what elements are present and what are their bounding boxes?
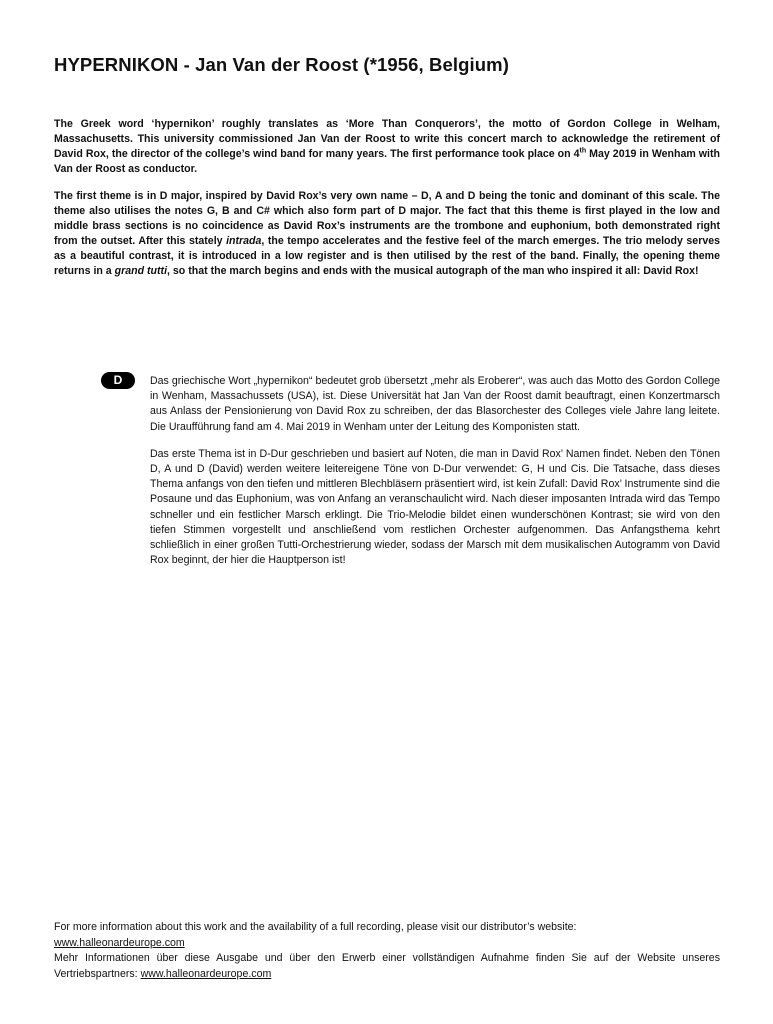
english-paragraph-2 [54,189,720,279]
language-badge-de: D [101,372,135,389]
italic-term-intrada: intrada [226,235,262,247]
page-title: HYPERNIKON - Jan Van der Roost (*1956, Belgium) [54,54,509,75]
german-paragraph-2: Das erste Thema ist in D-Dur geschrieben und basiert auf Noten, die man in David Rox’ Namen findet. Neben den Tönen D, A und D (David) werden weitere leitereigene Töne von D-Dur verwendet: G, H und Cis. Die Tatsache, dass dieses Thema anfangs von den tiefen und mittleren Blechbläsern präsentiert wird, ist kein Zufall: David Rox’ Instrumente sind die Posaune und das Euphonium, was von Anfang an veranschaulicht wird. Nach dieser imposanten Intrada wird das Tempo schneller und ein festlicher Marsch erklingt. Die Trio-Melodie bildet einen wunderschönen Kontrast; sie wird von den tiefen Stimmen vorgestellt und anschließend vom restlichen Orchester aufgenommen. Das Anfangsthema kehrt schließlich in einer großen Tutti-Orchestrierung wieder, sodass der Marsch mit dem musikalischen Autogramm von David Rox beginnt, der hier die Hauptperson ist! [150,447,720,567]
footer [54,920,720,982]
english-section [54,117,720,291]
footer-english-link[interactable]: www.halleonardeurope.com [54,936,185,949]
english-paragraph-1-text: The Greek word ‘hypernikon’ roughly translates as ‘More Than Conquerors’, the motto of Gordon College in Welham, Massachusetts. This university commissioned Jan Van der Roost to write this concert march to acknowledge the retirement of David Rox, the director of the college’s wind band for many years. The first performance took place on 4 [54,118,720,160]
english-paragraph-2-text: The first theme is in D major, inspired by David Rox’s very own name – D, A and D being the tonic and dominant of this scale. The theme also utilises the notes G, B and C# which also form part of D major. The fact that this theme is first played in the low and middle brass sections is no coincidence as David Rox’s instruments are the trombone and euphonium, both demonstrated right from the outset. After this stately [54,190,720,247]
footer-german-line [54,951,720,982]
footer-english-text: For more information about this work and the availability of a full recording, please visit our distributor’s website: [54,921,577,933]
english-paragraph-2-text-end: , so that the march begins and ends with the musical autograph of the man who inspired it all: David Rox! [167,265,699,277]
footer-german-link[interactable]: www.halleonardeurope.com [140,967,272,980]
footer-german-text: Mehr Informationen über diese Ausgabe und über den Erwerb einer vollständigen Aufnahme finden Sie auf der Website unseres Vertriebspartners: [54,952,720,980]
english-paragraph-1 [54,117,720,177]
german-paragraph-1: Das griechische Wort „hypernikon“ bedeutet grob übersetzt „mehr als Eroberer“, was auch das Motto des Gordon College in Wenham, Massachussets (USA), ist. Diese Universität hat Jan Van der Roost damit beauftragt, einen Konzertmarsch aus Anlass der Pensionierung von David Rox zu schreiben, der das Blasorchester des Colleges viele Jahre lang leitete. Die Uraufführung fand am 4. Mai 2019 in Wenham unter der Leitung des Komponisten statt. [150,375,720,433]
english-paragraph-1-text-end: May 2019 in Wenham with Van der Roost as conductor. [54,148,720,175]
german-section [150,374,720,580]
ordinal-suffix: th [579,147,587,155]
english-paragraph-2-text-mid: , the tempo accelerates and the festive feel of the march emerges. The trio melody serves as a beautiful contrast, it is introduced in a low register and is then utilised by the rest of the band. Finally, the opening theme returns in a [54,235,720,277]
italic-term-grand-tutti: grand tutti [114,265,168,277]
